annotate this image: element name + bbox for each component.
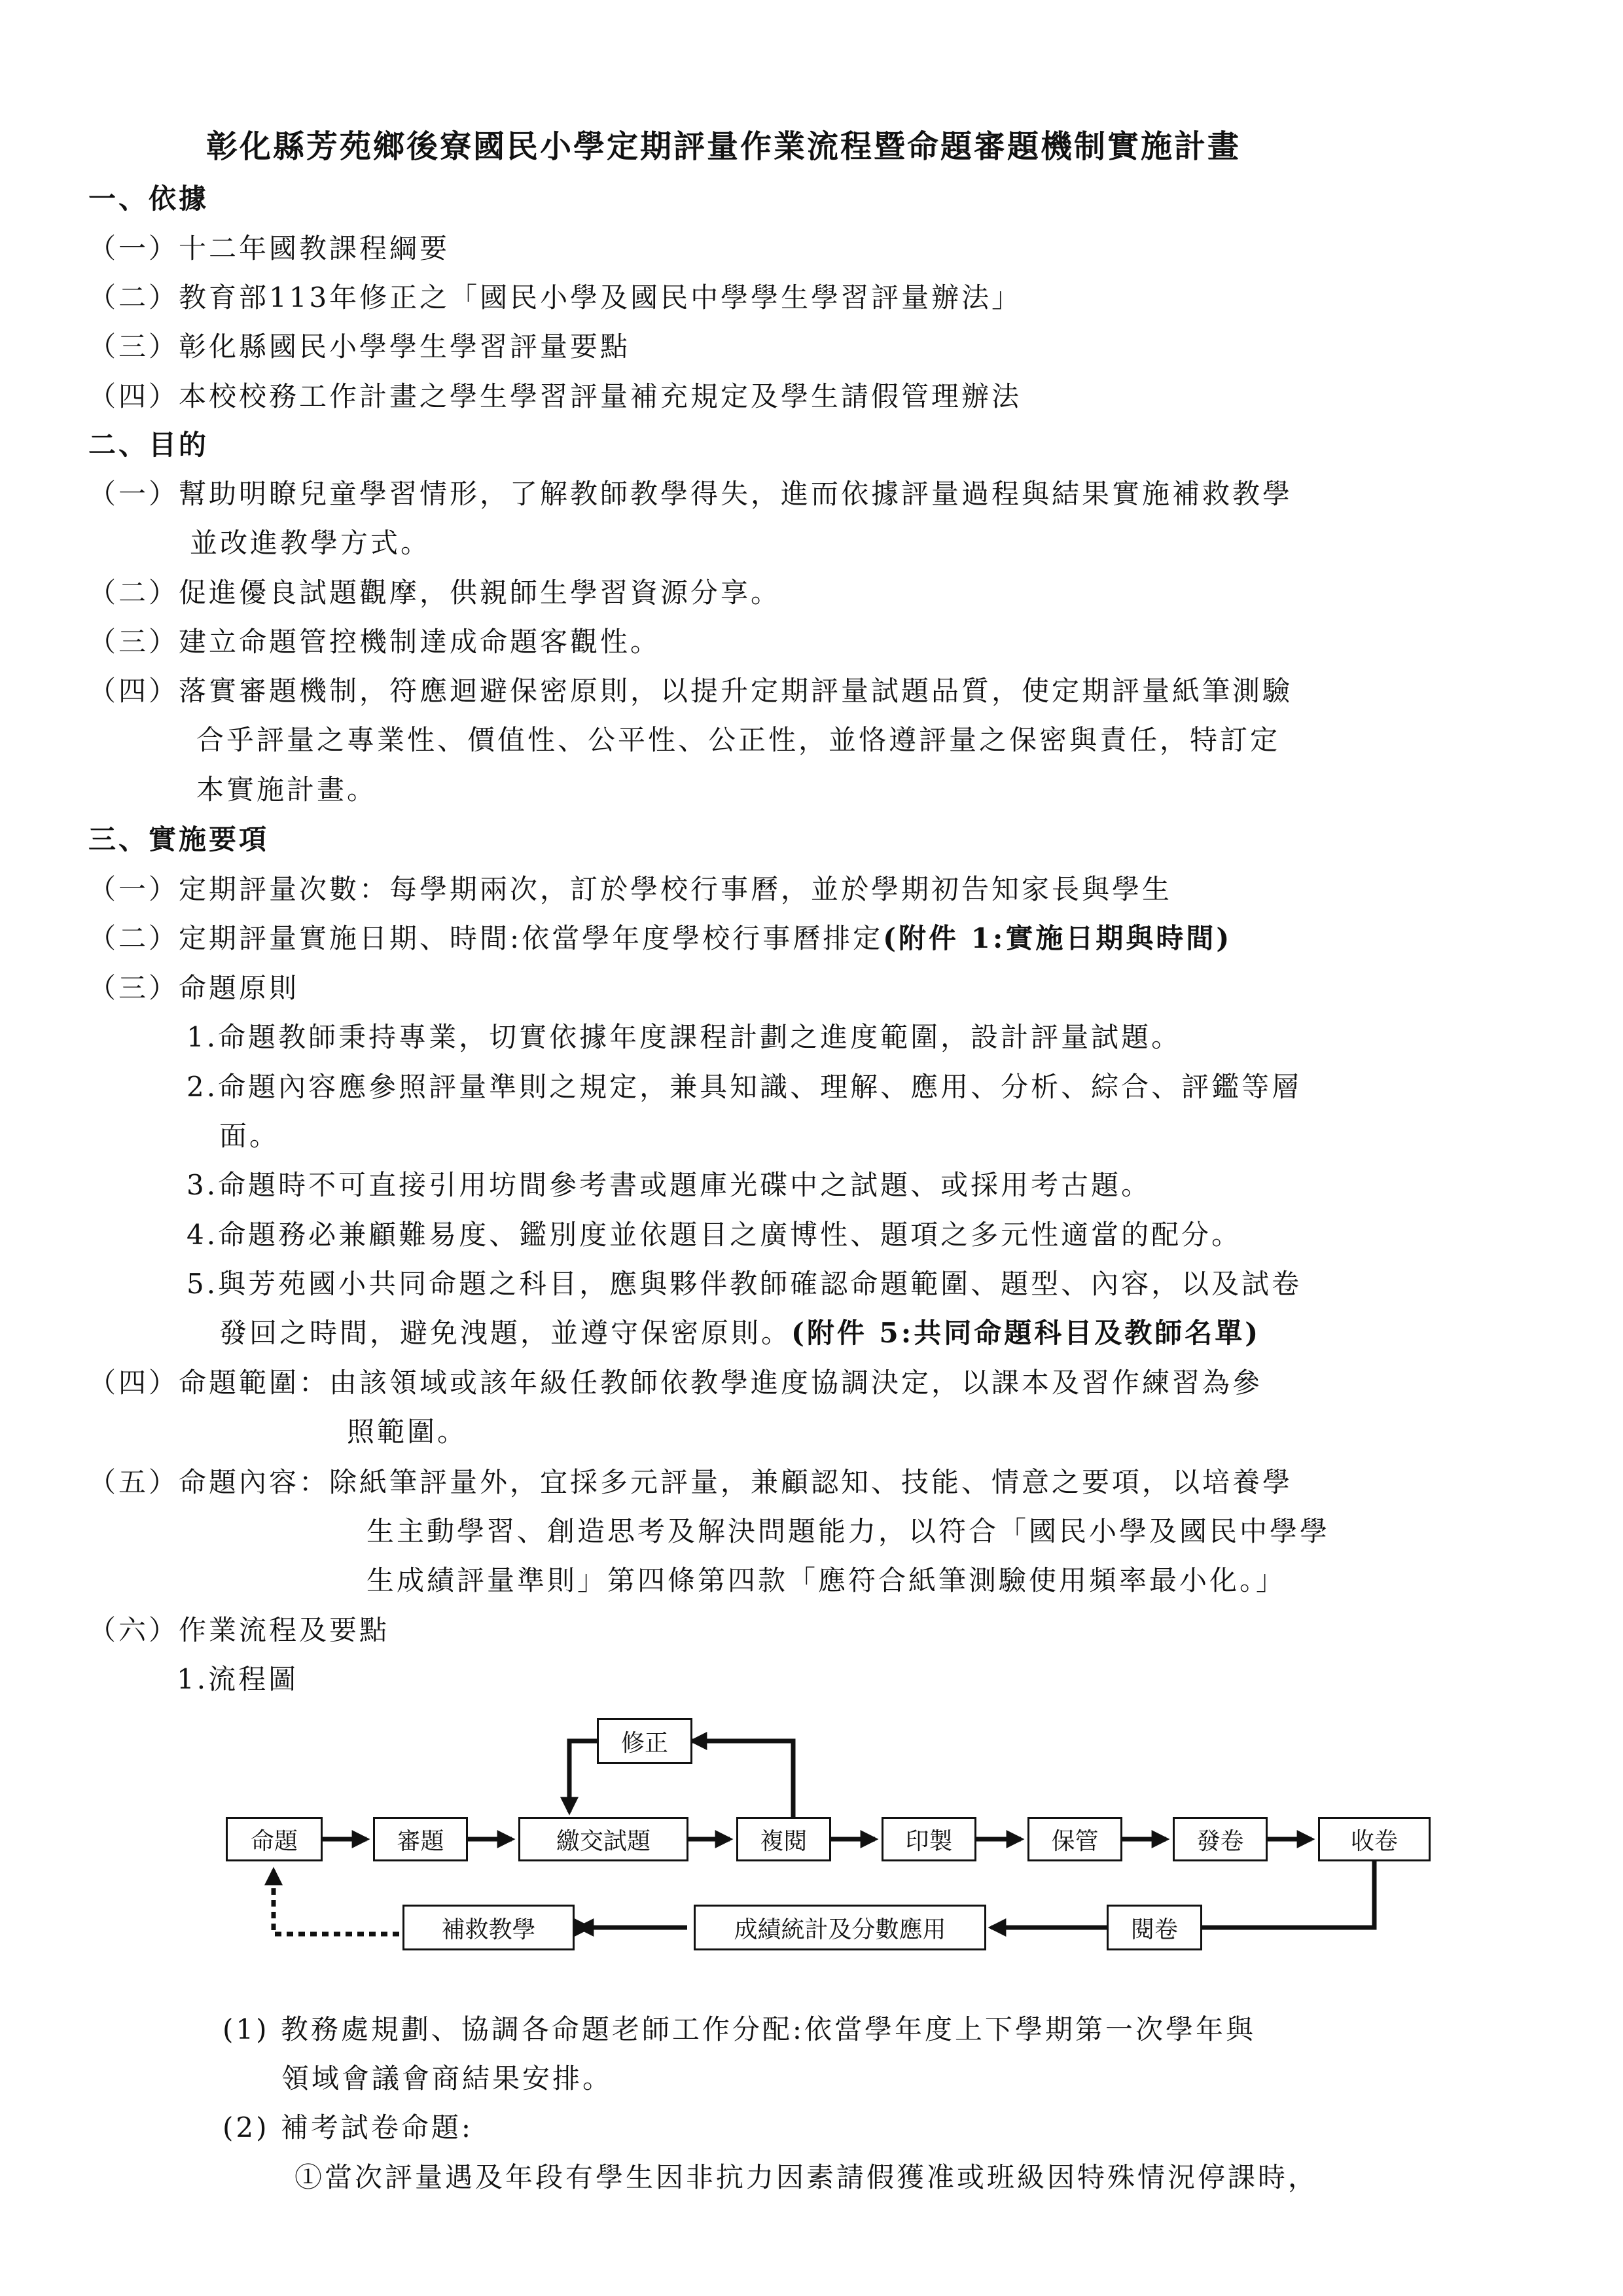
arrow-recheck-revise: [692, 1741, 793, 1817]
principle-2-cont: 面。: [219, 1120, 280, 1152]
sec2-item-4-cont2: 本實施計畫。: [196, 774, 378, 806]
note-1-cont: 領域會議會商結果安排。: [281, 2062, 613, 2094]
annex-1-reference: (附件 1:實施日期與時間): [883, 922, 1232, 954]
sec3-item-3: （三）命題原則: [88, 972, 300, 1004]
flow-box-propose: 命題: [226, 1817, 323, 1861]
flow-box-grade: 閱卷: [1107, 1905, 1202, 1950]
flow-box-stats: 成績統計及分數應用: [694, 1905, 986, 1950]
arrow-revise-submit: [569, 1741, 597, 1812]
flow-box-remedial: 補救教學: [402, 1905, 575, 1950]
flow-box-keep: 保管: [1027, 1817, 1122, 1861]
sec1-item-1: （一）十二年國教課程綱要: [88, 232, 450, 264]
principle-5: 5.與芳苑國小共同命題之科目，應與夥伴教師確認命題範圍、題型、內容，以及試卷: [187, 1268, 1302, 1300]
flow-box-collect: 收卷: [1318, 1817, 1431, 1861]
annex-5-reference: (附件 5:共同命題科目及教師名單): [791, 1317, 1261, 1349]
principle-1: 1.命題教師秉持專業，切實依據年度課程計劃之進度範圍，設計評量試題。: [187, 1021, 1182, 1053]
flow-box-recheck: 複閱: [736, 1817, 831, 1861]
sec1-item-3: （三）彰化縣國民小學學生學習評量要點: [88, 331, 631, 363]
section-2-heading: 二、目的: [88, 429, 209, 461]
page-title: 彰化縣芳苑鄉後寮國民小學定期評量作業流程暨命題審題機制實施計畫: [206, 128, 1241, 165]
sec2-item-4: （四）落實審題機制，符應迴避保密原則，以提升定期評量試題品質，使定期評量紙筆測驗: [88, 675, 1293, 707]
sec3-item-4-cont: 照範圍。: [347, 1416, 468, 1448]
principle-5-cont-text: 發回之時間，避免洩題，並遵守保密原則。: [219, 1317, 792, 1349]
sec2-item-4-cont: 合乎評量之專業性、價值性、公平性、公正性，並恪遵評量之保密與責任，特訂定: [196, 724, 1281, 756]
note-2: (2) 補考試卷命題:: [223, 2111, 473, 2144]
arrow-remedial-propose-dashed: [274, 1871, 399, 1934]
flow-box-revise: 修正: [597, 1718, 692, 1764]
sec1-item-4: （四）本校校務工作計畫之學生學習評量補充規定及學生請假管理辦法: [88, 380, 1022, 412]
sec2-item-3: （三）建立命題管控機制達成命題客觀性。: [88, 626, 661, 658]
sec3-item-2-text: （二）定期評量實施日期、時間:依當學年度學校行事曆排定: [88, 922, 883, 954]
sec3-item-5: （五）命題內容：除紙筆評量外，宜採多元評量，兼顧認知、技能、情意之要項，以培養學: [88, 1466, 1293, 1498]
note-1: (1) 教務處規劃、協調各命題老師工作分配:依當學年度上下學期第一次學年與: [223, 2013, 1256, 2045]
sec2-item-2: （二）促進優良試題觀摩，供親師生學習資源分享。: [88, 577, 781, 609]
principle-2: 2.命題內容應參照評量準則之規定，兼具知識、理解、應用、分析、綜合、評鑑等層: [187, 1071, 1302, 1103]
principle-3: 3.命題時不可直接引用坊間參考書或題庫光碟中之試題、或採用考古題。: [187, 1169, 1152, 1201]
flow-box-submit: 繳交試題: [518, 1817, 688, 1861]
principle-4: 4.命題務必兼顧難易度、鑑別度並依題目之廣博性、題項之多元性適當的配分。: [187, 1219, 1242, 1251]
flowchart-heading: 1.流程圖: [177, 1663, 299, 1695]
sec3-item-5-cont2: 生成績評量準則」第四條第四款「應符合紙筆測驗使用頻率最小化。」: [366, 1564, 1287, 1596]
sec3-item-4: （四）命題範圍：由該領域或該年級任教師依教學進度協調決定，以課本及習作練習為參: [88, 1367, 1263, 1399]
flow-box-review: 審題: [373, 1817, 468, 1861]
flow-box-print: 印製: [882, 1817, 976, 1861]
section-1-heading: 一、依據: [88, 183, 209, 215]
sec3-item-6: （六）作業流程及要點: [88, 1614, 390, 1646]
note-2-clause-1: ①當次評量遇及年段有學生因非抗力因素請假獲准或班級因特殊情況停課時，: [294, 2161, 1319, 2193]
sec2-item-1-cont: 並改進教學方式。: [190, 527, 431, 559]
sec1-item-2: （二）教育部113年修正之「國民小學及國民中學學生學習評量辦法」: [88, 281, 1022, 314]
sec2-item-1: （一）幫助明瞭兒童學習情形，了解教師教學得失，進而依據評量過程與結果實施補救教學: [88, 478, 1293, 510]
section-3-heading: 三、實施要項: [88, 823, 270, 855]
flow-box-distribute: 發卷: [1173, 1817, 1268, 1861]
sec3-item-5-cont: 生主動學習、創造思考及解決問題能力，以符合「國民小學及國民中學學: [366, 1515, 1330, 1547]
sec3-item-1: （一）定期評量次數：每學期兩次，訂於學校行事曆，並於學期初告知家長與學生: [88, 873, 1173, 905]
